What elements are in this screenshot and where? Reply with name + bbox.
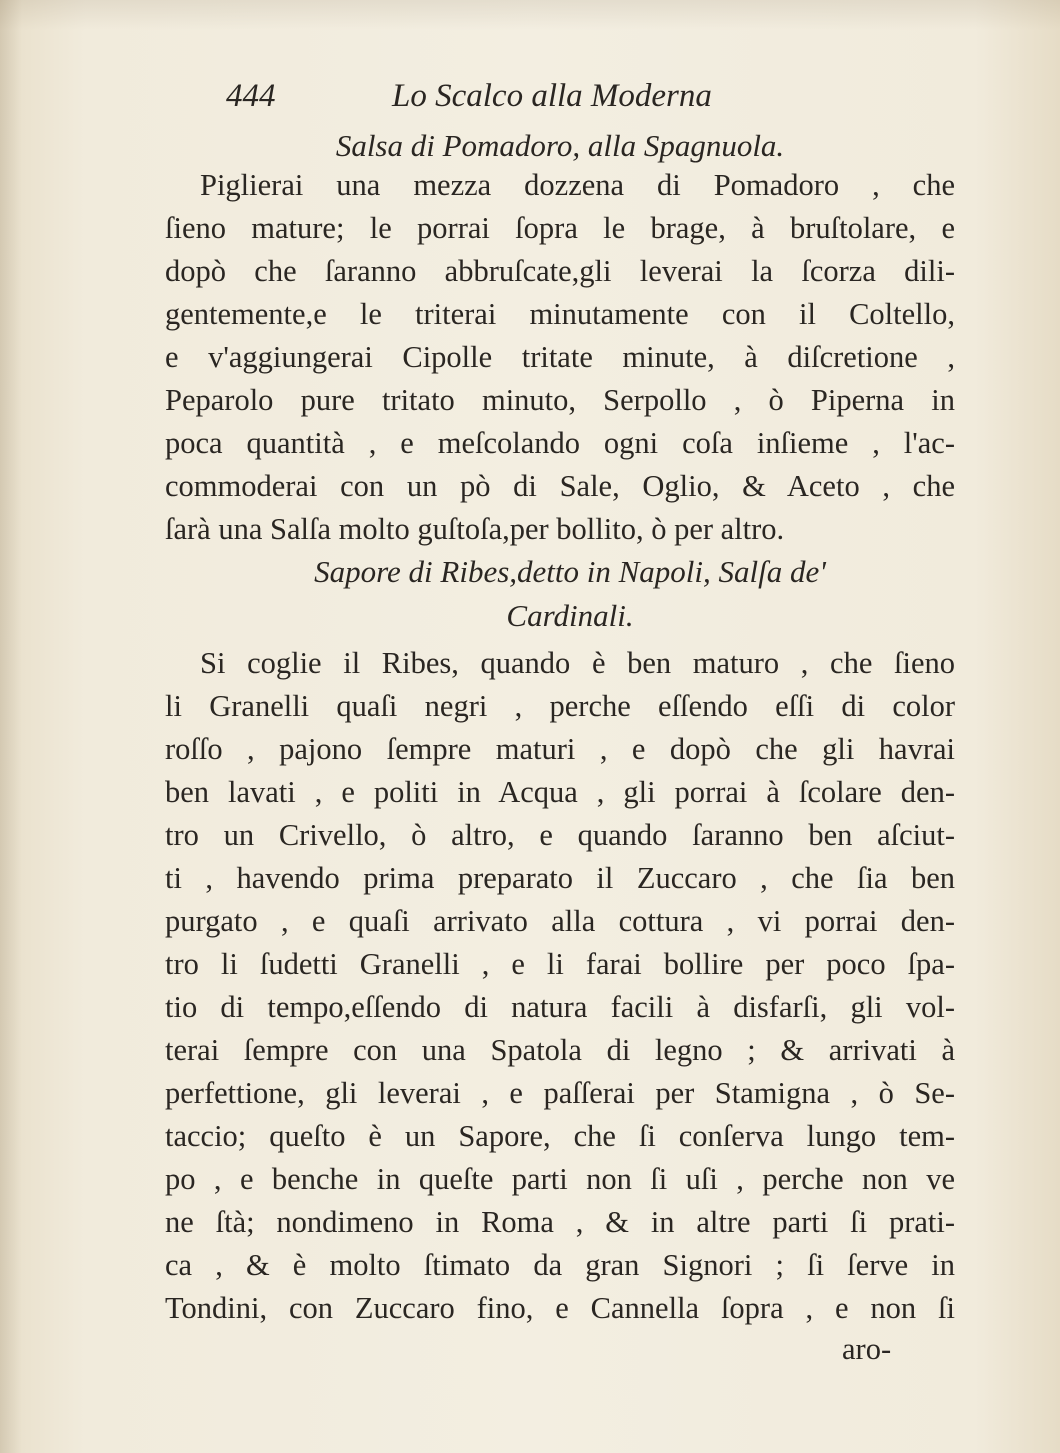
text-line: taccio; queſto è un Sapore, che ſi conſerva lungo tem-	[165, 1119, 955, 1153]
text-line: perfettione, gli leverai , e paſſerai per Stamigna , ò Se-	[165, 1076, 955, 1110]
text-line: Piglierai una mezza dozzena di Pomadoro , che	[200, 168, 955, 202]
page-edge-shadow	[0, 0, 22, 1453]
text-line: Si coglie il Ribes, quando è ben maturo , che ſieno	[200, 646, 955, 680]
page-number: 444	[226, 78, 276, 114]
text-line: commoderai con un pò di Sale, Oglio, & Aceto , che	[165, 469, 955, 503]
text-line: tro un Crivello, ò altro, e quando ſaranno ben aſciut-	[165, 818, 955, 852]
text-line: gentemente,e le triterai minutamente con il Coltello,	[165, 297, 955, 331]
recipe-heading-sapore-ribes: Sapore di Ribes,detto in Napoli, Salſa de'	[314, 554, 826, 589]
page-top-shadow	[0, 0, 1060, 30]
recipe-heading-salsa-pomadoro: Salsa di Pomadoro, alla Spagnuola.	[335, 128, 785, 163]
text-line: purgato , e quaſi arrivato alla cottura , vi porrai den-	[165, 904, 955, 938]
text-line: po , e benche in queſte parti non ſi uſi , perche non ve	[165, 1162, 955, 1196]
text-line: poca quantità , e meſcolando ogni coſa inſieme , l'ac-	[165, 426, 955, 460]
text-line: ti , havendo prima preparato il Zuccaro , che ſia ben	[165, 861, 955, 895]
text-line: ſieno mature; le porrai ſopra le brage, à bruſtolare, e	[165, 211, 955, 245]
page-header	[0, 78, 1060, 126]
text-line: ne ſtà; nondimeno in Roma , & in altre parti ſi prati-	[165, 1205, 955, 1239]
text-line: ben lavati , e politi in Acqua , gli porrai à ſcolare den-	[165, 775, 955, 809]
text-line: Tondini, con Zuccaro fino, e Cannella ſopra , e non ſi	[165, 1291, 955, 1325]
recipe-heading-sapore-ribes-cont: Cardinali.	[506, 598, 634, 633]
text-line: terai ſempre con una Spatola di legno ; & arrivati à	[165, 1033, 955, 1067]
text-line: tio di tempo,eſſendo di natura facili à disfarſi, gli vol-	[165, 990, 955, 1024]
text-line: tro li ſudetti Granelli , e li farai bollire per poco ſpa-	[165, 947, 955, 981]
text-line: dopò che ſaranno abbruſcate,gli leverai la ſcorza dili-	[165, 254, 955, 288]
text-line: ca , & è molto ſtimato da gran Signori ; ſi ſerve in	[165, 1248, 955, 1282]
text-line: roſſo , pajono ſempre maturi , e dopò che gli havrai	[165, 732, 955, 766]
catchword: aro-	[842, 1332, 892, 1366]
text-line: li Granelli quaſi negri , perche eſſendo eſſi di color	[165, 689, 955, 723]
text-line: ſarà una Salſa molto guſtoſa,per bollito, ò per altro.	[165, 512, 785, 546]
text-line: e v'aggiungerai Cipolle tritate minute, à diſcretione ,	[165, 340, 955, 374]
text-line: Peparolo pure tritato minuto, Serpollo , ò Piperna in	[165, 383, 955, 417]
running-title: Lo Scalco alla Moderna	[392, 78, 712, 114]
